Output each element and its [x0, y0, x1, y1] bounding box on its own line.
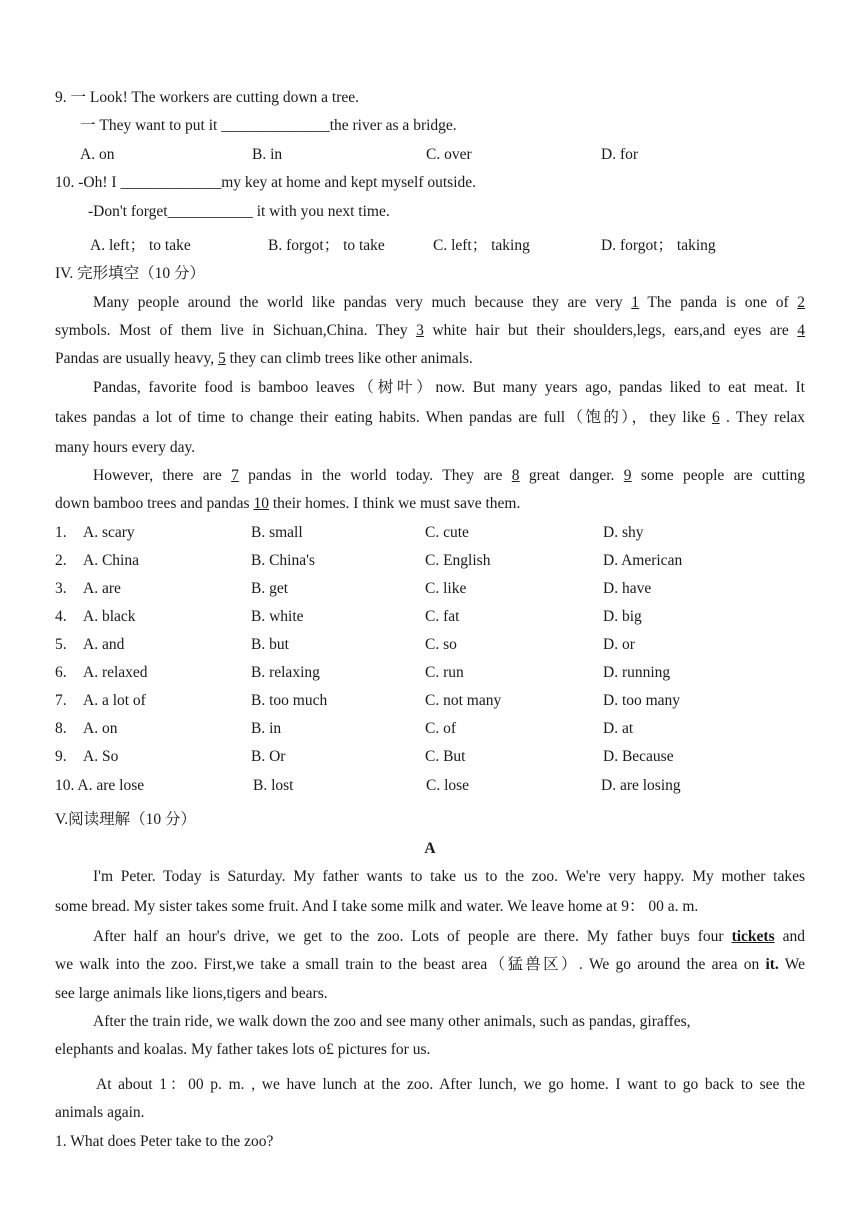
cloze-q10-a: 10. A. are lose — [55, 777, 145, 794]
q10-blank-2: ___________ — [167, 203, 253, 220]
cloze-q9-num: 9. — [55, 748, 67, 765]
q10-option-d: D. forgot； taking — [601, 237, 716, 254]
q10-option-b: B. forgot； to take — [268, 237, 385, 254]
reading-p3-line1: After the train ride, we walk down the zoo and see many other animals, such as pandas, giraffes, — [93, 1013, 691, 1030]
cloze-q8-num: 8. — [55, 720, 67, 737]
question-10-stem — [55, 173, 476, 193]
question-9-line2 — [80, 116, 457, 136]
cloze-p1-line1: Many people around the world like pandas very much because they are very 1 The panda is one of 2 — [93, 294, 805, 311]
cloze-q3-b: B. get — [251, 580, 289, 597]
cloze-q6-b: B. relaxing — [251, 664, 320, 681]
cloze-q1-num: 1. — [55, 524, 67, 541]
section-4-heading: IV. 完形填空（10 分） — [55, 265, 205, 282]
cloze-q8-c: C. of — [425, 720, 456, 737]
cloze-q5-c: C. so — [425, 636, 457, 653]
blank-2: 2 — [797, 294, 805, 311]
cloze-q3-a: A. are — [83, 580, 121, 597]
blank-4: 4 — [797, 322, 806, 339]
q10-line2-end: it with you next time. — [252, 203, 390, 220]
cloze-p2-line3: many hours every day. — [55, 439, 196, 456]
cloze-p3-line2: down bamboo trees and pandas 10 their homes. I think we must save them. — [55, 495, 521, 512]
blank-5: 5 — [218, 350, 226, 367]
q9-line2-end: the river as a bridge. — [329, 117, 457, 134]
cloze-p2-line2: takes pandas a lot of time to change their eating habits. When pandas are full（饱的），they like 6 . They relax — [55, 409, 806, 426]
cloze-q7-num: 7. — [55, 692, 67, 709]
cloze-q1-c: C. cute — [425, 524, 469, 541]
reading-p3-line2: elephants and koalas. My father takes lots o£ pictures for us. — [55, 1041, 431, 1058]
cloze-q7-c: C. not many — [425, 692, 502, 709]
cloze-q3-num: 3. — [55, 580, 67, 597]
q9-line2-text: 一 They want to put it — [80, 117, 222, 134]
cloze-q9-c: C. But — [425, 748, 466, 765]
cloze-q2-c: C. English — [425, 552, 491, 569]
q9-option-b: B. in — [252, 146, 283, 163]
cloze-q10-d: D. are losing — [601, 777, 681, 794]
reading-p1-line1: I'm Peter. Today is Saturday. My father wants to take us to the zoo. We're very happy. My mother takes — [93, 868, 805, 885]
cloze-q1-b: B. small — [251, 524, 303, 541]
reading-p2-line2-end: We — [778, 956, 806, 973]
blank-10: 10 — [253, 495, 269, 512]
q9-option-a: A. on — [80, 146, 115, 163]
cloze-q4-c: C. fat — [425, 608, 460, 625]
cloze-q7-d: D. too many — [603, 692, 681, 709]
cloze-q2-b: B. China's — [251, 552, 315, 569]
cloze-q6-num: 6. — [55, 664, 67, 681]
cloze-q4-a: A. black — [83, 608, 136, 625]
q9-option-d: D. for — [601, 146, 639, 163]
q10-blank-1: _____________ — [120, 174, 222, 191]
reading-p2-line2-text: we walk into the zoo. First,we take a small train to the beast area（猛兽区）. We go around the area on — [55, 956, 766, 973]
cloze-q9-a: A. So — [83, 748, 119, 765]
question-10-line2 — [88, 202, 390, 222]
q9-option-c: C. over — [426, 146, 472, 163]
blank-6: 6 — [711, 409, 720, 426]
keyword-it: it. — [765, 956, 779, 973]
cloze-q1-d: D. shy — [603, 524, 644, 541]
q10-line1-end: my key at home and kept myself outside. — [221, 174, 477, 191]
blank-9: 9 — [623, 467, 632, 484]
reading-p2-line1 — [93, 927, 805, 947]
q10-line2-text: -Don't forget — [88, 203, 168, 220]
q10-option-a: A. left； to take — [90, 237, 191, 254]
reading-p4-line2: animals again. — [55, 1104, 145, 1121]
cloze-q4-d: D. big — [603, 608, 642, 625]
section-5-heading: V.阅读理解（10 分） — [55, 811, 196, 828]
cloze-q5-b: B. but — [251, 636, 289, 653]
cloze-q10-b: B. lost — [253, 777, 294, 794]
cloze-p2-line1: Pandas, favorite food is bamboo leaves（树叶）now. But many years ago, pandas liked to eat meat. It — [93, 379, 805, 396]
cloze-p1-line3: Pandas are usually heavy, 5 they can climb trees like other animals. — [55, 350, 473, 367]
reading-p2-line2 — [55, 955, 805, 975]
cloze-q3-c: C. like — [425, 580, 467, 597]
q9-blank: ______________ — [221, 117, 330, 134]
question-9-stem: 9. 一 Look! The workers are cutting down a tree. — [55, 89, 360, 106]
cloze-q8-a: A. on — [83, 720, 118, 737]
cloze-q9-d: D. Because — [603, 748, 674, 765]
cloze-q8-d: D. at — [603, 720, 634, 737]
cloze-q2-d: D. American — [603, 552, 683, 569]
cloze-q6-c: C. run — [425, 664, 464, 681]
blank-1: 1 — [631, 294, 640, 311]
passage-label: A — [424, 840, 436, 857]
cloze-q5-num: 5. — [55, 636, 67, 653]
cloze-q2-a: A. China — [83, 552, 139, 569]
cloze-q9-b: B. Or — [251, 748, 286, 765]
cloze-q5-d: D. or — [603, 636, 635, 653]
q10-line1-text: 10. -Oh! I — [55, 174, 121, 191]
blank-7: 7 — [231, 467, 239, 484]
cloze-q7-b: B. too much — [251, 692, 328, 709]
cloze-q7-a: A. a lot of — [83, 692, 146, 709]
cloze-p1-line2: symbols. Most of them live in Sichuan,China. They 3 white hair but their shoulders,legs, ears,and eyes are 4 — [55, 322, 806, 339]
reading-p2-line1-end: and — [774, 928, 805, 945]
cloze-q5-a: A. and — [83, 636, 125, 653]
cloze-p3-line1: However, there are 7 pandas in the world today. They are 8 great danger. 9 some people are cutting — [93, 467, 805, 484]
q10-option-c: C. left； taking — [433, 237, 530, 254]
cloze-q3-d: D. have — [603, 580, 652, 597]
cloze-q6-a: A. relaxed — [83, 664, 148, 681]
reading-p4-line1: At about 1：00 p. m. , we have lunch at the zoo. After lunch, we go home. I want to go back to see the — [96, 1076, 805, 1093]
blank-8: 8 — [511, 467, 520, 484]
cloze-q10-c: C. lose — [426, 777, 470, 794]
reading-p2-line1-text: After half an hour's drive, we get to the zoo. Lots of people are there. My father buys four — [93, 928, 732, 945]
cloze-q4-num: 4. — [55, 608, 67, 625]
cloze-q1-a: A. scary — [83, 524, 135, 541]
reading-p2-line3: see large animals like lions,tigers and bears. — [55, 985, 328, 1002]
reading-question-1: 1. What does Peter take to the zoo? — [55, 1133, 274, 1150]
cloze-q4-b: B. white — [251, 608, 304, 625]
reading-p1-line2: some bread. My sister takes some fruit. And I take some milk and water. We leave home at 9： 00 a. m. — [55, 898, 699, 915]
cloze-q6-d: D. running — [603, 664, 671, 681]
keyword-tickets: tickets — [731, 928, 775, 945]
cloze-q8-b: B. in — [251, 720, 282, 737]
blank-3: 3 — [416, 322, 424, 339]
cloze-q2-num: 2. — [55, 552, 67, 569]
